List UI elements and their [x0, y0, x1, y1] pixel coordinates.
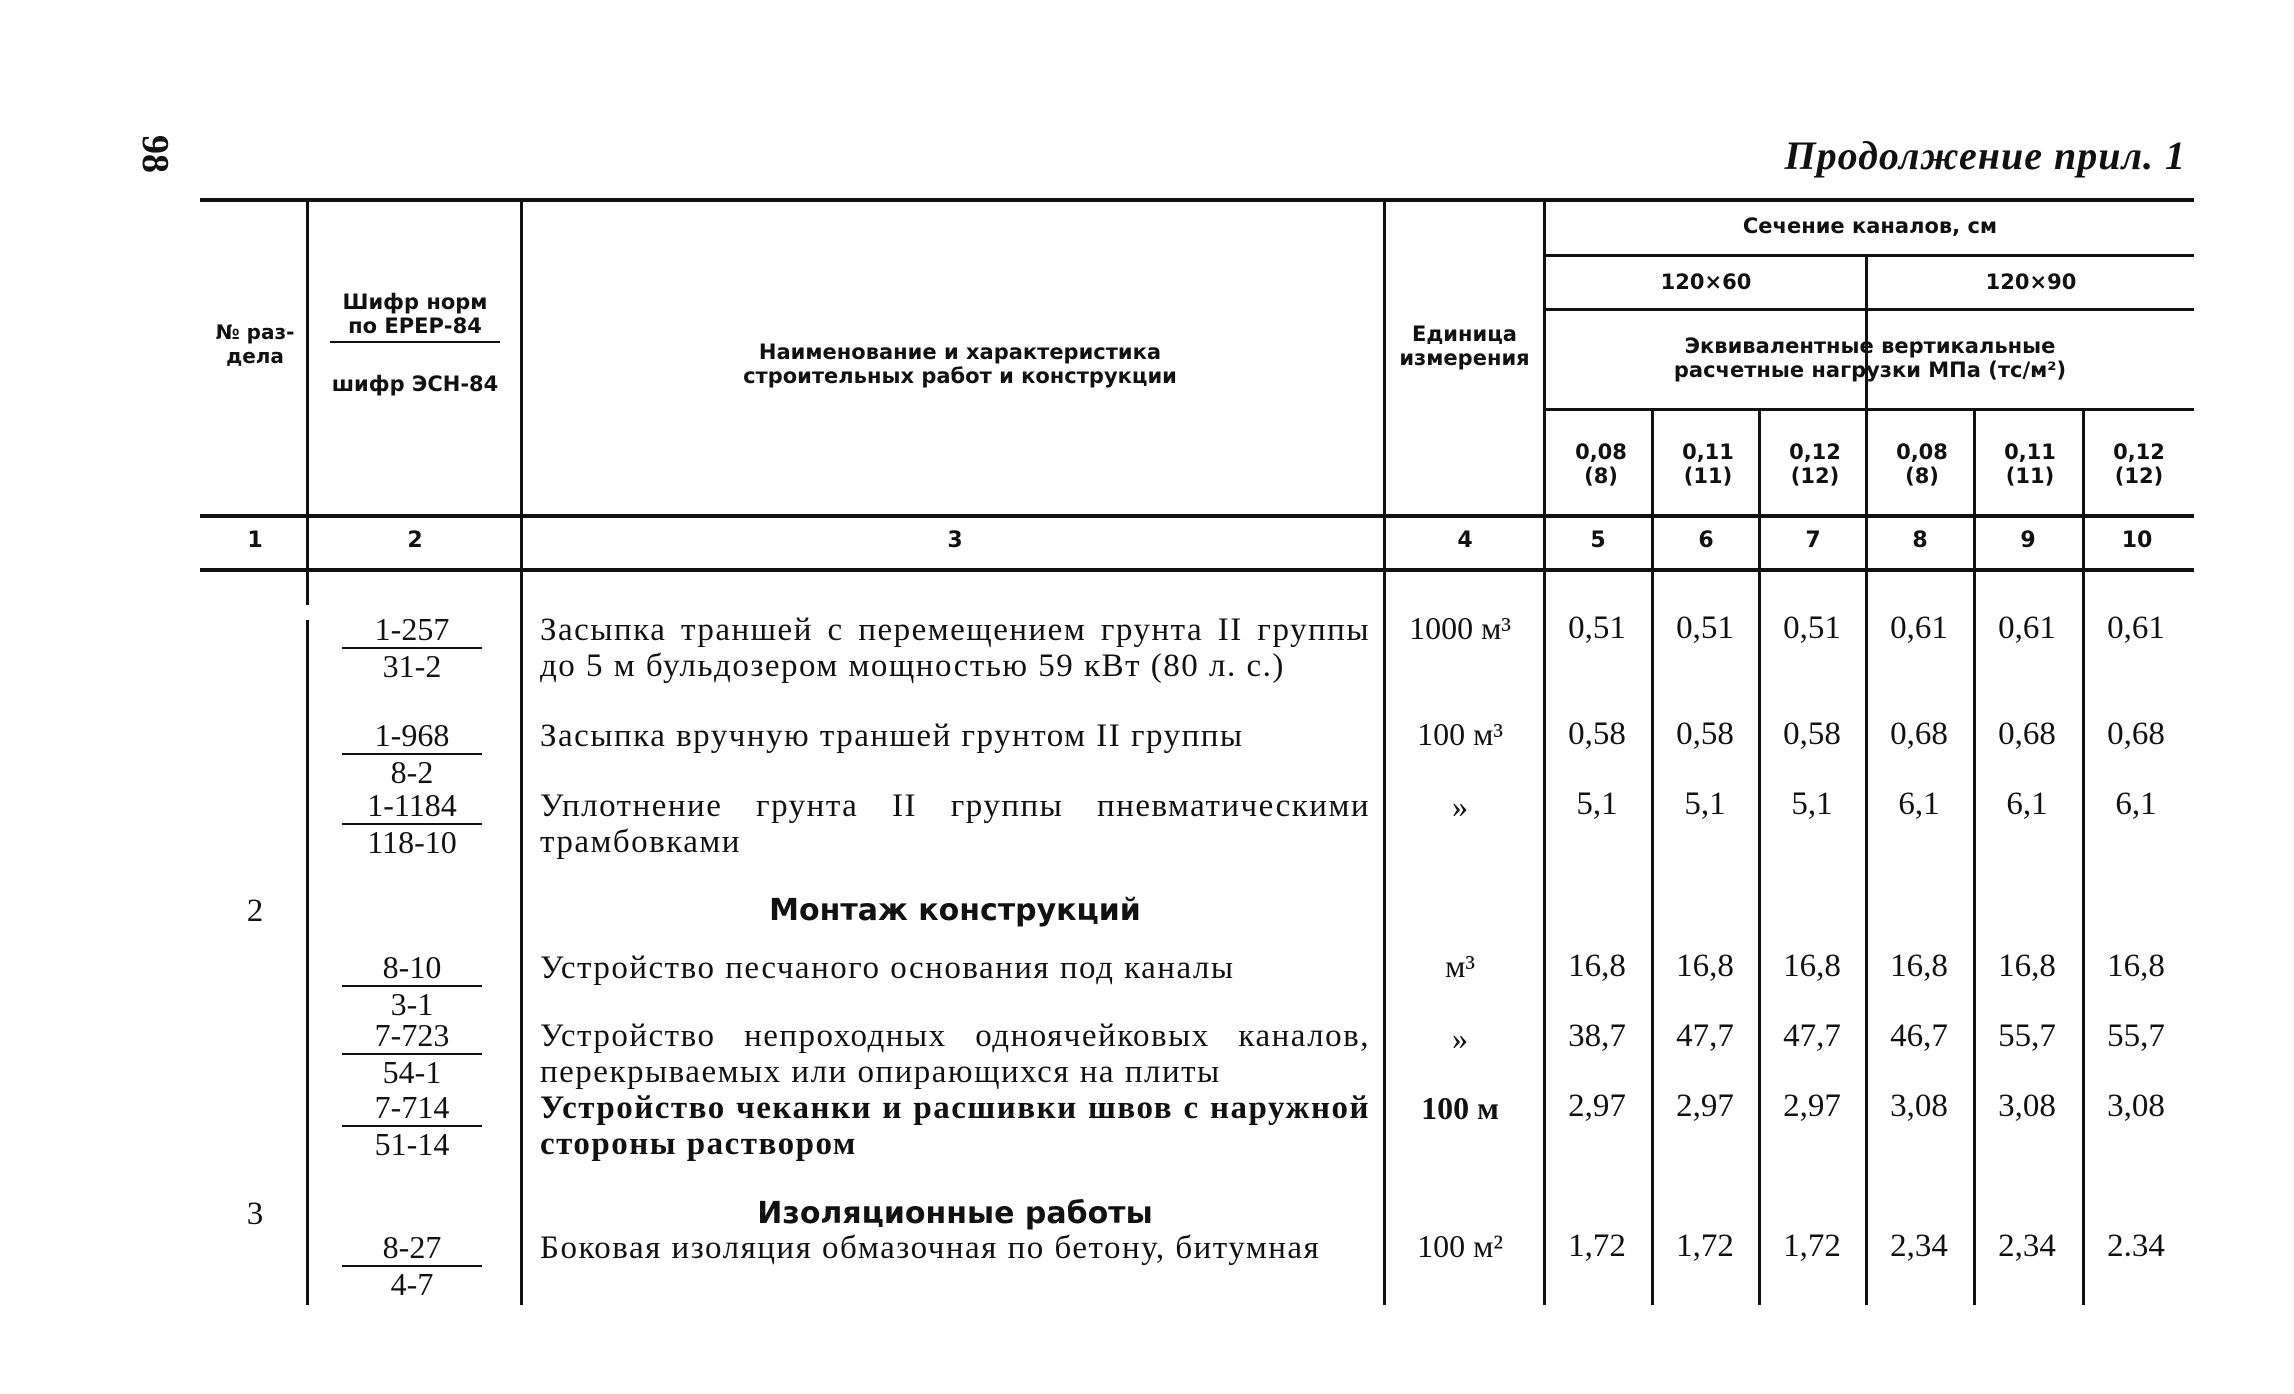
section-title: Монтаж конструкций [769, 893, 1141, 928]
header-code-bottom: шифр ЭСН-84 [331, 372, 499, 396]
value-cell: 0,51 [1676, 610, 1734, 646]
norm-code [342, 718, 482, 789]
unit: м³ [1445, 948, 1475, 984]
work-description: Устройство песчаного основания под каналы [540, 950, 1235, 986]
header-bottom-rule [200, 514, 2194, 518]
value-cell: 38,7 [1568, 1018, 1626, 1054]
value-cell: 0,58 [1568, 716, 1626, 752]
work-description: Устройство непроходных одноячейковых каналов, перекрываемых или опирающихся на плиты [540, 1018, 1370, 1090]
value-cell: 16,8 [1783, 948, 1841, 984]
value-cell: 0,68 [2107, 716, 2165, 752]
column-number: 1 [247, 528, 263, 553]
value-cell: 16,8 [1998, 948, 2056, 984]
col-divider [1973, 410, 1976, 1305]
column-number: 7 [1805, 528, 1821, 553]
col-divider [1651, 410, 1654, 1305]
value-cell: 1,72 [1568, 1228, 1626, 1264]
value-cell: 47,7 [1783, 1018, 1841, 1054]
section-title: Изоляционные работы [757, 1196, 1153, 1231]
code-esn: 3-1 [390, 986, 434, 1022]
header-group: Сечение каналов, см [1742, 214, 1998, 238]
work-description: Засыпка вручную траншей грунтом II группы [540, 718, 1244, 754]
value-cell: 0,51 [1568, 610, 1626, 646]
unit: 100 м³ [1417, 716, 1503, 752]
value-cell: 16,8 [1568, 948, 1626, 984]
value-cell: 5,1 [1684, 786, 1726, 822]
group-rule [1545, 254, 2194, 257]
norm-code [342, 1018, 482, 1089]
code-erer: 1-1184 [342, 788, 482, 825]
value-cell: 2,97 [1783, 1088, 1841, 1124]
header-section-a: 120×60 [1660, 270, 1752, 294]
value-cell: 3,08 [1998, 1088, 2056, 1124]
value-cell: 2.34 [2107, 1228, 2165, 1264]
value-cell: 46,7 [1890, 1018, 1948, 1054]
norm-code [342, 788, 482, 859]
unit: » [1452, 788, 1468, 824]
page-number: 98 [134, 135, 176, 173]
col-divider [2082, 410, 2085, 1305]
header-section-no: № раз-дела [215, 320, 295, 368]
header-description: Наименование и характеристика строительных работ и конструкции [743, 340, 1177, 388]
col-divider [520, 200, 523, 1305]
col-divider [1758, 410, 1761, 1305]
work-description: Уплотнение грунта II группы пневматическими трамбовками [540, 788, 1370, 860]
header-code-top: Шифр норм по ЕРЕР-84 [330, 290, 500, 343]
value-cell: 2,97 [1568, 1088, 1626, 1124]
continuation-label: Продолжение прил. 1 [1784, 133, 2186, 178]
code-esn: 118-10 [367, 824, 457, 860]
code-erer: 7-723 [342, 1018, 482, 1055]
value-cell: 6,1 [2115, 786, 2157, 822]
column-number: 8 [1912, 528, 1928, 553]
unit: 100 м [1421, 1090, 1499, 1126]
unit: 1000 м³ [1409, 610, 1511, 646]
value-cell: 16,8 [1676, 948, 1734, 984]
value-cell: 55,7 [1998, 1018, 2056, 1054]
value-cell: 2,34 [1890, 1228, 1948, 1264]
code-esn: 31-2 [382, 648, 442, 684]
norm-code [342, 1090, 482, 1161]
column-number: 6 [1698, 528, 1714, 553]
section-number: 2 [246, 893, 264, 929]
col-divider [306, 200, 309, 605]
column-number: 10 [2121, 528, 2153, 553]
value-cell: 0,61 [1998, 610, 2056, 646]
work-description: Устройство чеканки и расшивки швов с наружной стороны раствором [540, 1090, 1370, 1162]
code-esn: 51-14 [374, 1126, 450, 1162]
value-cell: 6,1 [2006, 786, 2048, 822]
header-loads: Эквивалентные вертикальные расчетные нагрузки МПа (тс/м²) [1673, 334, 2067, 382]
work-description: Засыпка траншей с перемещением грунта II группы до 5 м бульдозером мощностью 59 кВт (80 л. с.) [540, 612, 1370, 684]
header-section-b: 120×90 [1985, 270, 2077, 294]
code-erer: 7-714 [342, 1090, 482, 1127]
loads-rule [1545, 408, 2194, 411]
value-cell: 0,58 [1783, 716, 1841, 752]
value-cell: 5,1 [1791, 786, 1833, 822]
table-top-rule [200, 198, 2194, 202]
work-description: Боковая изоляция обмазочная по бетону, битумная [540, 1230, 1321, 1266]
section-size-rule [1545, 308, 2194, 311]
value-cell: 0,58 [1676, 716, 1734, 752]
section-number: 3 [246, 1196, 264, 1232]
norm-code [342, 950, 482, 1021]
value-cell: 0,51 [1783, 610, 1841, 646]
unit: 100 м² [1417, 1228, 1503, 1264]
value-cell: 3,08 [2107, 1088, 2165, 1124]
value-cell: 1,72 [1676, 1228, 1734, 1264]
code-esn: 4-7 [390, 1266, 434, 1302]
column-number: 2 [407, 528, 423, 553]
column-number: 9 [2020, 528, 2036, 553]
header-load-col: 0,12 (12) [1789, 440, 1841, 488]
header-load-col: 0,11 (11) [1682, 440, 1734, 488]
code-erer: 8-10 [342, 950, 482, 987]
numbers-bottom-rule [200, 568, 2194, 572]
value-cell: 16,8 [2107, 948, 2165, 984]
value-cell: 0,61 [1890, 610, 1948, 646]
norm-code [342, 1230, 482, 1301]
header-load-col: 0,08 (8) [1575, 440, 1627, 488]
value-cell: 2,97 [1676, 1088, 1734, 1124]
value-cell: 5,1 [1576, 786, 1618, 822]
value-cell: 1,72 [1783, 1228, 1841, 1264]
value-cell: 0,61 [2107, 610, 2165, 646]
col-divider [306, 620, 309, 1305]
col-divider [1865, 256, 1868, 1305]
column-number: 4 [1457, 528, 1473, 553]
header-unit: Единица измерения [1399, 322, 1530, 370]
code-esn: 8-2 [390, 754, 434, 790]
code-erer: 1-968 [342, 718, 482, 755]
value-cell: 55,7 [2107, 1018, 2165, 1054]
value-cell: 0,68 [1998, 716, 2056, 752]
column-number: 3 [947, 528, 963, 553]
value-cell: 3,08 [1890, 1088, 1948, 1124]
header-load-col: 0,08 (8) [1896, 440, 1948, 488]
unit: » [1452, 1020, 1468, 1056]
value-cell: 16,8 [1890, 948, 1948, 984]
norm-code [342, 612, 482, 683]
code-erer: 8-27 [342, 1230, 482, 1267]
header-load-col: 0,11 (11) [2004, 440, 2056, 488]
code-esn: 54-1 [382, 1054, 442, 1090]
code-erer: 1-257 [342, 612, 482, 649]
value-cell: 0,68 [1890, 716, 1948, 752]
column-number: 5 [1590, 528, 1606, 553]
value-cell: 47,7 [1676, 1018, 1734, 1054]
value-cell: 2,34 [1998, 1228, 2056, 1264]
value-cell: 6,1 [1898, 786, 1940, 822]
header-load-col: 0,12 (12) [2113, 440, 2165, 488]
